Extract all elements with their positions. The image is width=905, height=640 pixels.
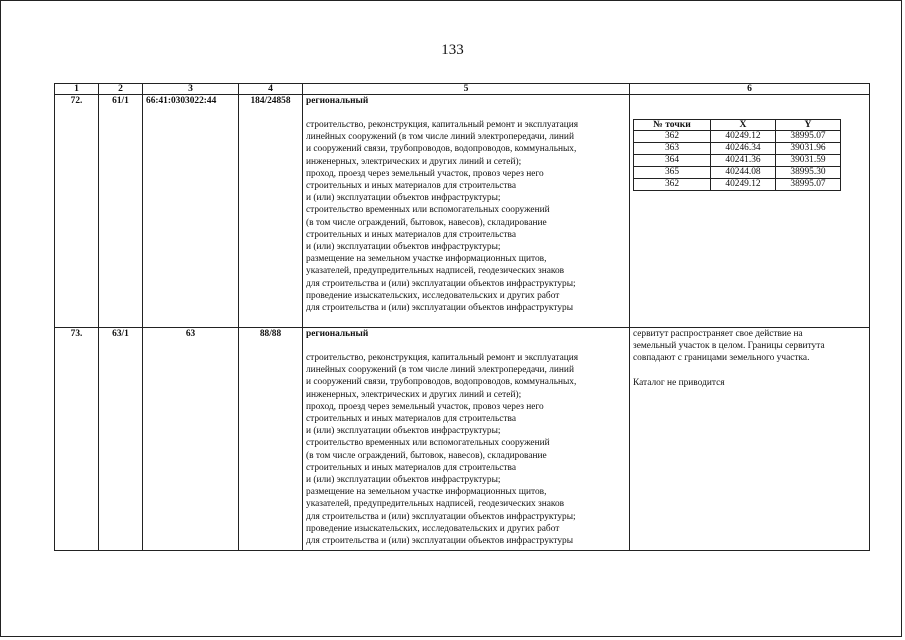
column-header: 2 [99, 84, 143, 95]
column-header: 6 [630, 84, 870, 95]
usage-line: строительство временных или вспомогательных сооружений [306, 438, 550, 449]
point-number: 365 [634, 167, 711, 179]
coord-header-y: Y [776, 120, 841, 131]
usage-line: строительных и иных материалов для строительства [306, 462, 516, 473]
usage-cell [303, 328, 630, 551]
usage-line: строительных и иных материалов для строительства [306, 229, 516, 240]
y-value: 39031.96 [776, 143, 841, 155]
usage-line: строительных и иных материалов для строительства [306, 181, 516, 192]
usage-line: и сооружений связи, трубопроводов, водопроводов, коммунальных, [306, 377, 577, 388]
usage-line: указателей, предупредительных надписей, геодезических знаков [306, 266, 565, 277]
usage-line: размещение на земельном участке информационных щитов, [306, 487, 547, 498]
usage-line: (в том числе ограждений, бытовок, навесов), складирование [306, 217, 547, 228]
x-value: 40241.36 [711, 155, 776, 167]
area-value: 88/88 [239, 328, 303, 551]
column-header: 3 [143, 84, 239, 95]
usage-line: строительство временных или вспомогательных сооружений [306, 205, 550, 216]
servitude-table [54, 83, 870, 551]
coordinates-cell [630, 95, 870, 328]
usage-line: и (или) эксплуатации объектов инфраструктуры; [306, 242, 501, 253]
zone-number: 63/1 [99, 328, 143, 551]
coordinate-row [634, 167, 841, 179]
usage-line: проведение изыскательских, исследовательских и других работ [306, 523, 560, 534]
usage-line: инженерных, электрических и других линий и сетей); [306, 156, 522, 167]
usage-line: и (или) эксплуатации объектов инфраструктуры; [306, 426, 501, 437]
usage-line: и сооружений связи, трубопроводов, водопроводов, коммунальных, [306, 144, 577, 155]
catalog-note: Каталог не приводится [633, 377, 725, 388]
cadastral-number: 63 [143, 328, 239, 551]
zone-number: 61/1 [99, 95, 143, 328]
usage-line: строительство, реконструкция, капитальный ремонт и эксплуатация [306, 120, 579, 130]
column-header: 1 [55, 84, 99, 95]
usage-line: строительство, реконструкция, капитальный ремонт и эксплуатация [306, 353, 579, 363]
coord-header-x: X [711, 120, 776, 131]
usage-line: инженерных, электрических и других линий и сетей); [306, 389, 522, 400]
x-value: 40249.12 [711, 131, 776, 143]
row-number: 73. [55, 328, 99, 551]
table-row [55, 95, 870, 328]
servitude-line: совпадают с границами земельного участка. [633, 353, 810, 364]
coordinate-row [634, 179, 841, 191]
page-number: 133 [441, 42, 464, 58]
area-value: 184/24858 [239, 95, 303, 328]
point-number: 362 [634, 179, 711, 191]
usage-line: проход, проезд через земельный участок, провоз через него [306, 168, 544, 179]
row-number: 72. [55, 95, 99, 328]
usage-line: проведение изыскательских, исследовательских и других работ [306, 290, 560, 301]
usage-line: линейных сооружений (в том числе линий электропередачи, линий [306, 132, 574, 143]
servitude-line: земельный участок в целом. Границы сервитута [633, 341, 825, 352]
usage-line: для строительства и (или) эксплуатации объектов инфраструктуры [306, 303, 574, 314]
usage-line: проход, проезд через земельный участок, провоз через него [306, 401, 544, 412]
coordinate-row [634, 131, 841, 143]
usage-line: указателей, предупредительных надписей, геодезических знаков [306, 499, 565, 510]
column-header: 4 [239, 84, 303, 95]
usage-type: региональный [306, 329, 369, 339]
coordinate-row [634, 155, 841, 167]
servitude-description-cell [630, 328, 870, 551]
usage-type: региональный [306, 96, 369, 106]
usage-line: и (или) эксплуатации объектов инфраструктуры; [306, 193, 501, 204]
servitude-line: сервитут распространяет свое действие на [633, 329, 803, 339]
y-value: 38995.07 [776, 179, 841, 191]
usage-line: линейных сооружений (в том числе линий электропередачи, линий [306, 365, 574, 376]
usage-line: для строительства и (или) эксплуатации объектов инфраструктуры; [306, 511, 576, 522]
usage-cell [303, 95, 630, 328]
usage-line: (в том числе ограждений, бытовок, навесов), складирование [306, 450, 547, 461]
usage-line: размещение на земельном участке информационных щитов, [306, 254, 547, 265]
point-number: 364 [634, 155, 711, 167]
column-header: 5 [303, 84, 630, 95]
point-number: 362 [634, 131, 711, 143]
usage-line: для строительства и (или) эксплуатации объектов инфраструктуры; [306, 278, 576, 289]
table-row [55, 328, 870, 551]
coordinates-table [633, 119, 841, 191]
x-value: 40244.08 [711, 167, 776, 179]
usage-line: строительных и иных материалов для строительства [306, 414, 516, 425]
y-value: 39031.59 [776, 155, 841, 167]
coordinate-row [634, 143, 841, 155]
usage-line: и (или) эксплуатации объектов инфраструктуры; [306, 475, 501, 486]
coordinates-header-row [634, 120, 841, 131]
x-value: 40249.12 [711, 179, 776, 191]
usage-line: для строительства и (или) эксплуатации объектов инфраструктуры [306, 536, 574, 547]
x-value: 40246.34 [711, 143, 776, 155]
coord-header-point: № точки [634, 120, 711, 131]
y-value: 38995.07 [776, 131, 841, 143]
cadastral-number: 66:41:0303022:44 [143, 95, 239, 328]
y-value: 38995.30 [776, 167, 841, 179]
point-number: 363 [634, 143, 711, 155]
header-row [55, 84, 870, 95]
